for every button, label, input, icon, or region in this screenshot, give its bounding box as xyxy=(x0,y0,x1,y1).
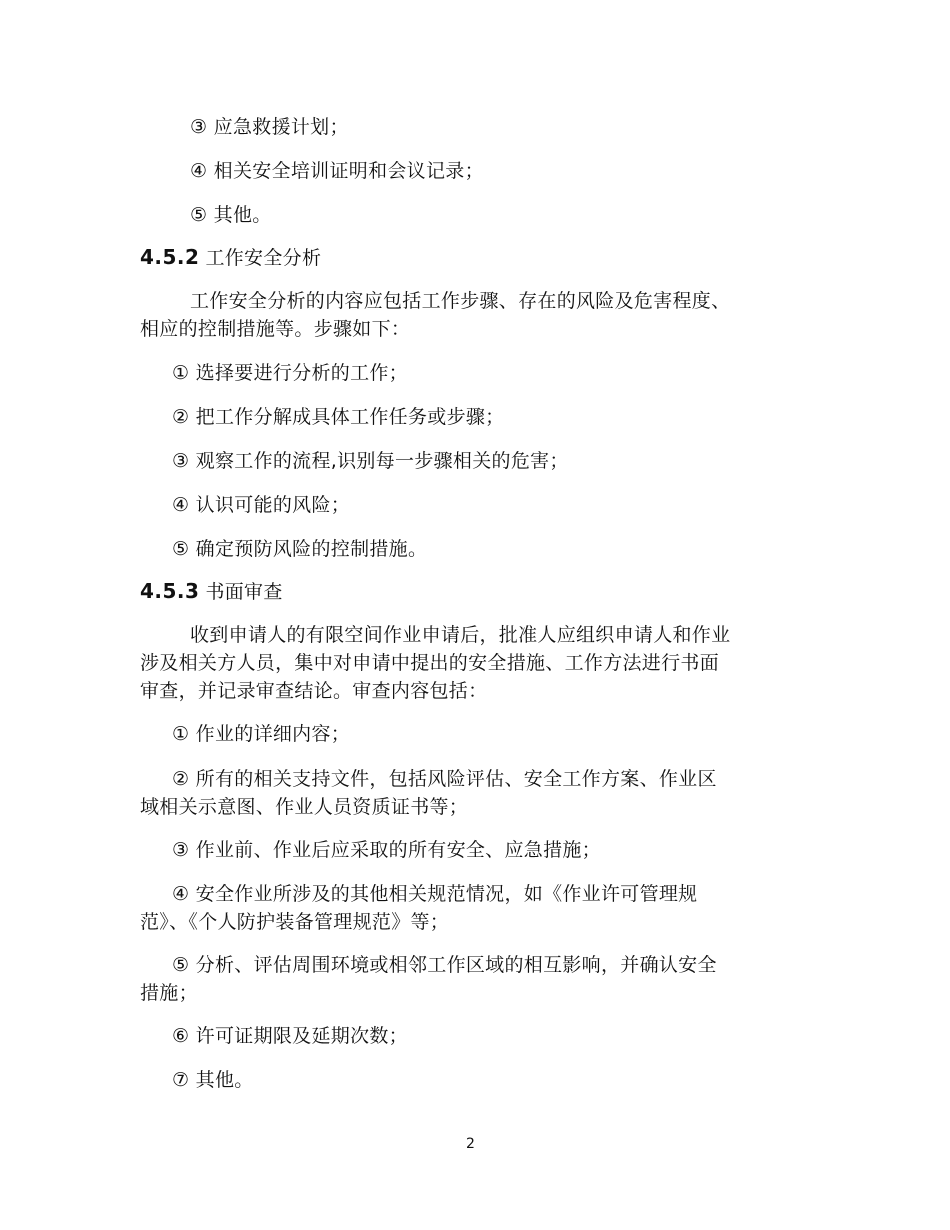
paragraph-line: 审查，并记录审查结论。审查内容包括： xyxy=(140,680,488,702)
paragraph-line: 工作安全分析的内容应包括工作步骤、存在的风险及危害程度、 xyxy=(190,290,731,312)
list-item: ⑤ 分析、评估周围环境或相邻工作区域的相互影响，并确认安全 xyxy=(172,954,717,976)
paragraph-line: 涉及相关方人员，集中对申请中提出的安全措施、工作方法进行书面 xyxy=(140,652,720,674)
list-item: ⑦ 其他。 xyxy=(172,1069,254,1091)
list-item: ④ 认识可能的风险； xyxy=(172,494,351,516)
list-item: ④ 安全作业所涉及的其他相关规范情况，如《作业许可管理规 xyxy=(172,883,698,905)
list-item-continuation: 措施； xyxy=(140,982,198,1004)
list-item: ⑤ 其他。 xyxy=(190,204,272,226)
list-item: ① 选择要进行分析的工作； xyxy=(172,362,408,384)
list-item: ④ 相关安全培训证明和会议记录； xyxy=(190,160,484,182)
section-title: 书面审查 xyxy=(205,581,283,603)
section-number: 4.5.3 xyxy=(140,579,200,603)
list-item: ③ 观察工作的流程,识别每一步骤相关的危害； xyxy=(172,450,569,472)
list-item-continuation: 域相关示意图、作业人员资质证书等； xyxy=(140,796,469,818)
section-heading-4-5-3 xyxy=(140,579,283,604)
list-item: ③ 作业前、作业后应采取的所有安全、应急措施； xyxy=(172,839,601,861)
list-item-continuation: 范》、《个人防护装备管理规范》等； xyxy=(140,911,450,933)
list-item: ① 作业的详细内容； xyxy=(172,723,351,745)
section-heading-4-5-2 xyxy=(140,245,321,270)
paragraph-line: 相应的控制措施等。步骤如下： xyxy=(140,318,411,340)
list-item: ⑥ 许可证期限及延期次数； xyxy=(172,1025,408,1047)
list-item: ② 把工作分解成具体工作任务或步骤； xyxy=(172,406,505,428)
list-item: ⑤ 确定预防风险的控制措施。 xyxy=(172,538,428,560)
list-item: ③ 应急救援计划； xyxy=(190,116,349,138)
paragraph-line: 收到申请人的有限空间作业申请后，批准人应组织申请人和作业 xyxy=(190,624,731,646)
page-number: 2 xyxy=(466,1136,475,1152)
section-number: 4.5.2 xyxy=(140,245,200,269)
section-title: 工作安全分析 xyxy=(205,247,322,269)
list-item: ② 所有的相关支持文件，包括风险评估、安全工作方案、作业区 xyxy=(172,768,717,790)
